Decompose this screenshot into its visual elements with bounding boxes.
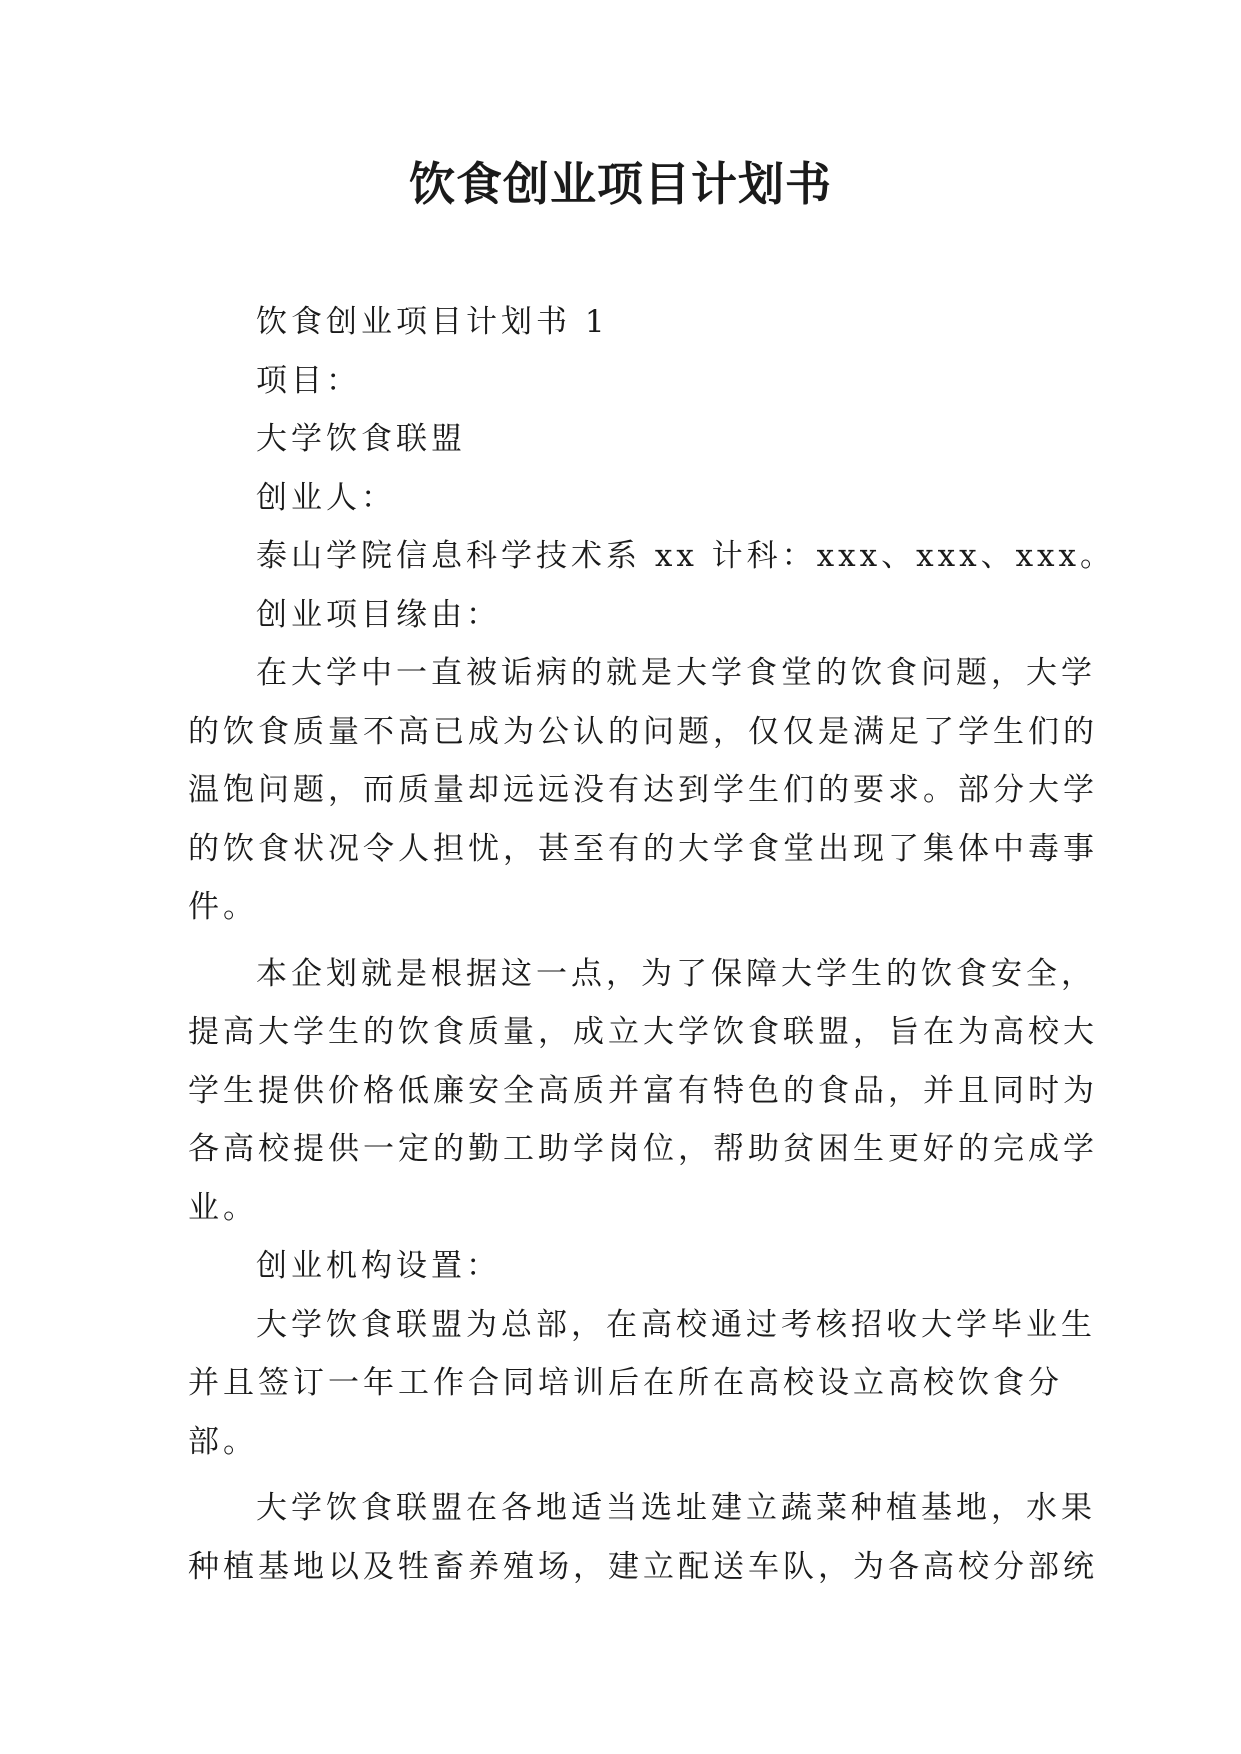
paragraph-line: 在大学中一直被诟病的就是大学食堂的饮食问题，大学 <box>256 655 1096 691</box>
paragraph-line: 学生提供价格低廉安全高质并富有特色的食品，并且同时为 <box>188 1072 1098 1109</box>
paragraph-line: 部。 <box>188 1423 258 1460</box>
reason-label: 创业项目缘由： <box>256 596 501 633</box>
paragraph-line: 大学饮食联盟在各地适当选址建立蔬菜种植基地，水果 <box>256 1490 1096 1526</box>
paragraph-line: 件。 <box>188 889 258 925</box>
paragraph-line: 的饮食质量不高已成为公认的问题，仅仅是满足了学生们的 <box>188 713 1098 750</box>
paragraph-line: 并且签订一年工作合同培训后在所在高校设立高校饮食分 <box>188 1365 1063 1401</box>
document-body <box>188 293 1116 1596</box>
paragraph-line: 各高校提供一定的勤工助学岗位，帮助贫困生更好的完成学 <box>188 1131 1098 1167</box>
paragraph-line: 提高大学生的饮食质量，成立大学饮食联盟，旨在为高校大 <box>188 1014 1098 1050</box>
paragraph-spacer <box>188 937 1060 945</box>
founder-label: 创业人： <box>256 479 396 516</box>
project-label: 项目： <box>256 362 361 399</box>
project-name: 大学饮食联盟 <box>256 421 466 457</box>
paragraph-line: 种植基地以及牲畜养殖场，建立配送车队，为各高校分部统 <box>188 1548 1098 1585</box>
paragraph-line: 温饱问题，而质量却远远没有达到学生们的要求。部分大学 <box>188 772 1098 808</box>
paragraph-line: 的饮食状况令人担忧，甚至有的大学食堂出现了集体中毒事 <box>188 830 1098 867</box>
paragraph-line: 业。 <box>188 1189 258 1226</box>
paragraph-line: 大学饮食联盟为总部，在高校通过考核招收大学毕业生 <box>256 1306 1096 1343</box>
founder-names: 泰山学院信息科学技术系 xx 计科：xxx、xxx、xxx。 <box>256 538 1116 574</box>
structure-label: 创业机构设置： <box>256 1248 501 1284</box>
section-heading: 饮食创业项目计划书 1 <box>256 304 609 340</box>
paragraph-spacer <box>188 1471 1060 1479</box>
document-title: 饮食创业项目计划书 <box>409 157 832 211</box>
paragraph-line: 本企划就是根据这一点，为了保障大学生的饮食安全， <box>256 955 1096 992</box>
